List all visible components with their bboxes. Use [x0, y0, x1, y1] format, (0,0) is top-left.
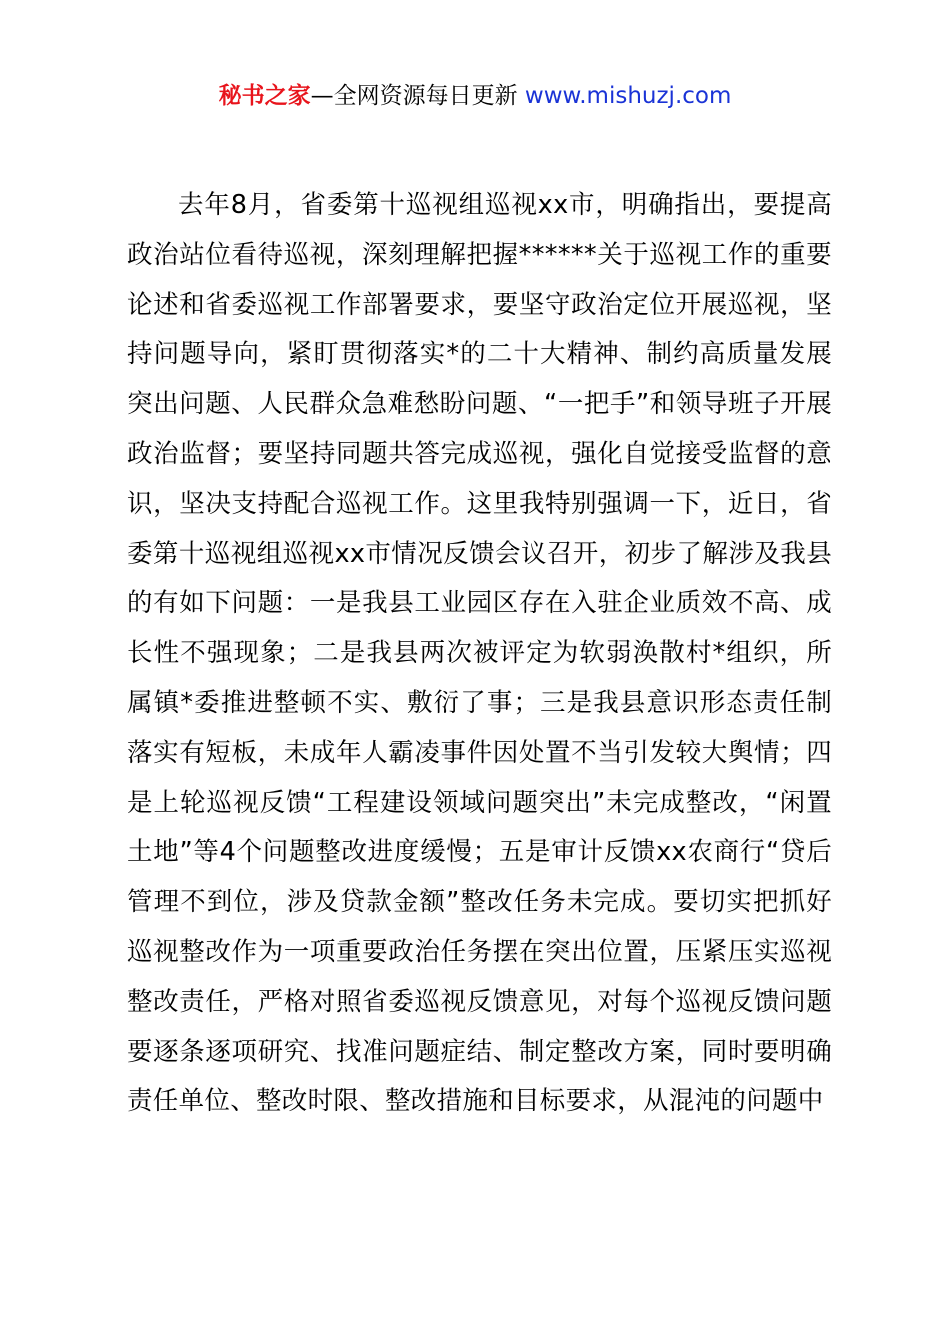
body-paragraph: 去年8月，省委第十巡视组巡视xx市，明确指出，要提高政治站位看待巡视，深刻理解把握******关于巡视工作的重要论述和省委巡视工作部署要求，要坚守政治定位开展巡视，坚持问题导向，紧盯贯彻落实*的二十大精神、制约高质量发展突出问题、人民群众急难愁盼问题、“一把手”和领导班子开展政治监督；要坚持同题共答完成巡视，强化自觉接受监督的意识，坚决支持配合巡视工作。这里我特别强调一下，近日，省委第十巡视组巡视xx市情况反馈会议召开，初步了解涉及我县的有如下问题：一是我县工业园区存在入驻企业质效不高、成长性不强现象；二是我县两次被评定为软弱涣散村*组织，所属镇*委推进整顿不实、敷衍了事；三是我县意识形态责任制落实有短板，未成年人霸凌事件因处置不当引发较大舆情；四是上轮巡视反馈“工程建设领域问题突出”未完成整改，“闲置土地”等4个问题整改进度缓慢；五是审计反馈xx农商行“贷后管理不到位，涉及贷款金额”整改任务未完成。要切实把抓好巡视整改作为一项重要政治任务摆在突出位置，压紧压实巡视整改责任，严格对照省委巡视反馈意见，对每个巡视反馈问题要逐条逐项研究、找准问题症结、制定整改方案，同时要明确责任单位、整改时限、整改措施和目标要求，从混沌的问题中	[127, 190, 832, 1117]
header-tagline: —全网资源每日更新	[310, 83, 518, 109]
brand-name: 秘书之家	[218, 83, 311, 109]
website-link[interactable]: www.mishuzj.com	[524, 83, 732, 109]
page-header	[0, 78, 950, 114]
